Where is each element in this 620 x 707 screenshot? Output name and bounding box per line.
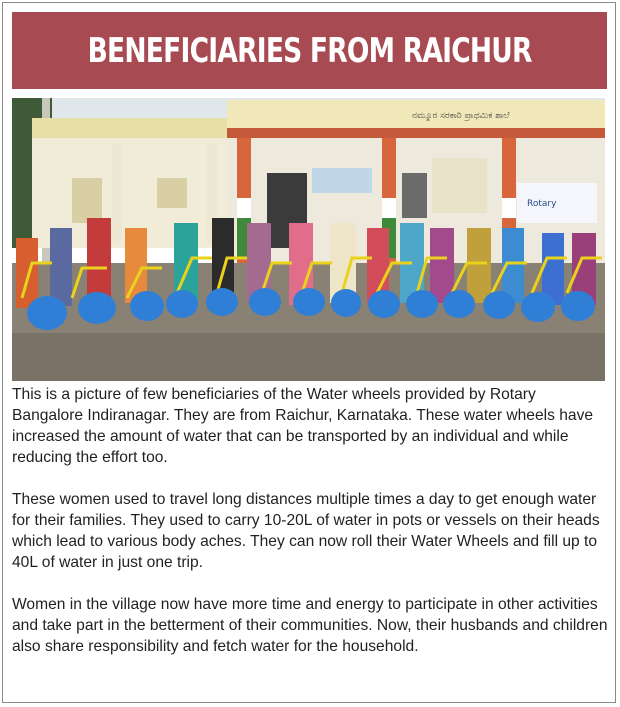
building-sign: ನಮ್ಮೂರ ಸರಕಾರಿ ಪ್ರಾಥಮಿಕ ಶಾಲೆ [412, 111, 510, 121]
paragraph-problem: These women used to travel long distances multiple times a day to get enough water for their families. They used to carry 10-20L of water in pots or vessels on their heads which lead to various body aches. They can now roll their Water Wheels and fill up to 40L of water in just one trip. [12, 491, 600, 571]
beneficiaries-photo [12, 98, 605, 381]
page-title: BENEFICIARIES FROM RAICHUR [87, 30, 532, 71]
article-body [12, 384, 608, 678]
title-banner [12, 12, 607, 89]
rotary-banner-text: Rotary [527, 199, 557, 209]
photo-illustration [12, 98, 605, 381]
paragraph-impact: Women in the village now have more time and energy to participate in other activities and take part in the betterment of their communities. Now, their husbands and children also share responsibility and fetch water for the household. [12, 596, 608, 655]
paragraph-intro: This is a picture of few beneficiaries of the Water wheels provided by Rotary Bangalore Indiranagar. They are from Raichur, Karnataka. These water wheels have increased the amount of water that can be transported by an individual and while reducing the effort too. [12, 386, 594, 466]
